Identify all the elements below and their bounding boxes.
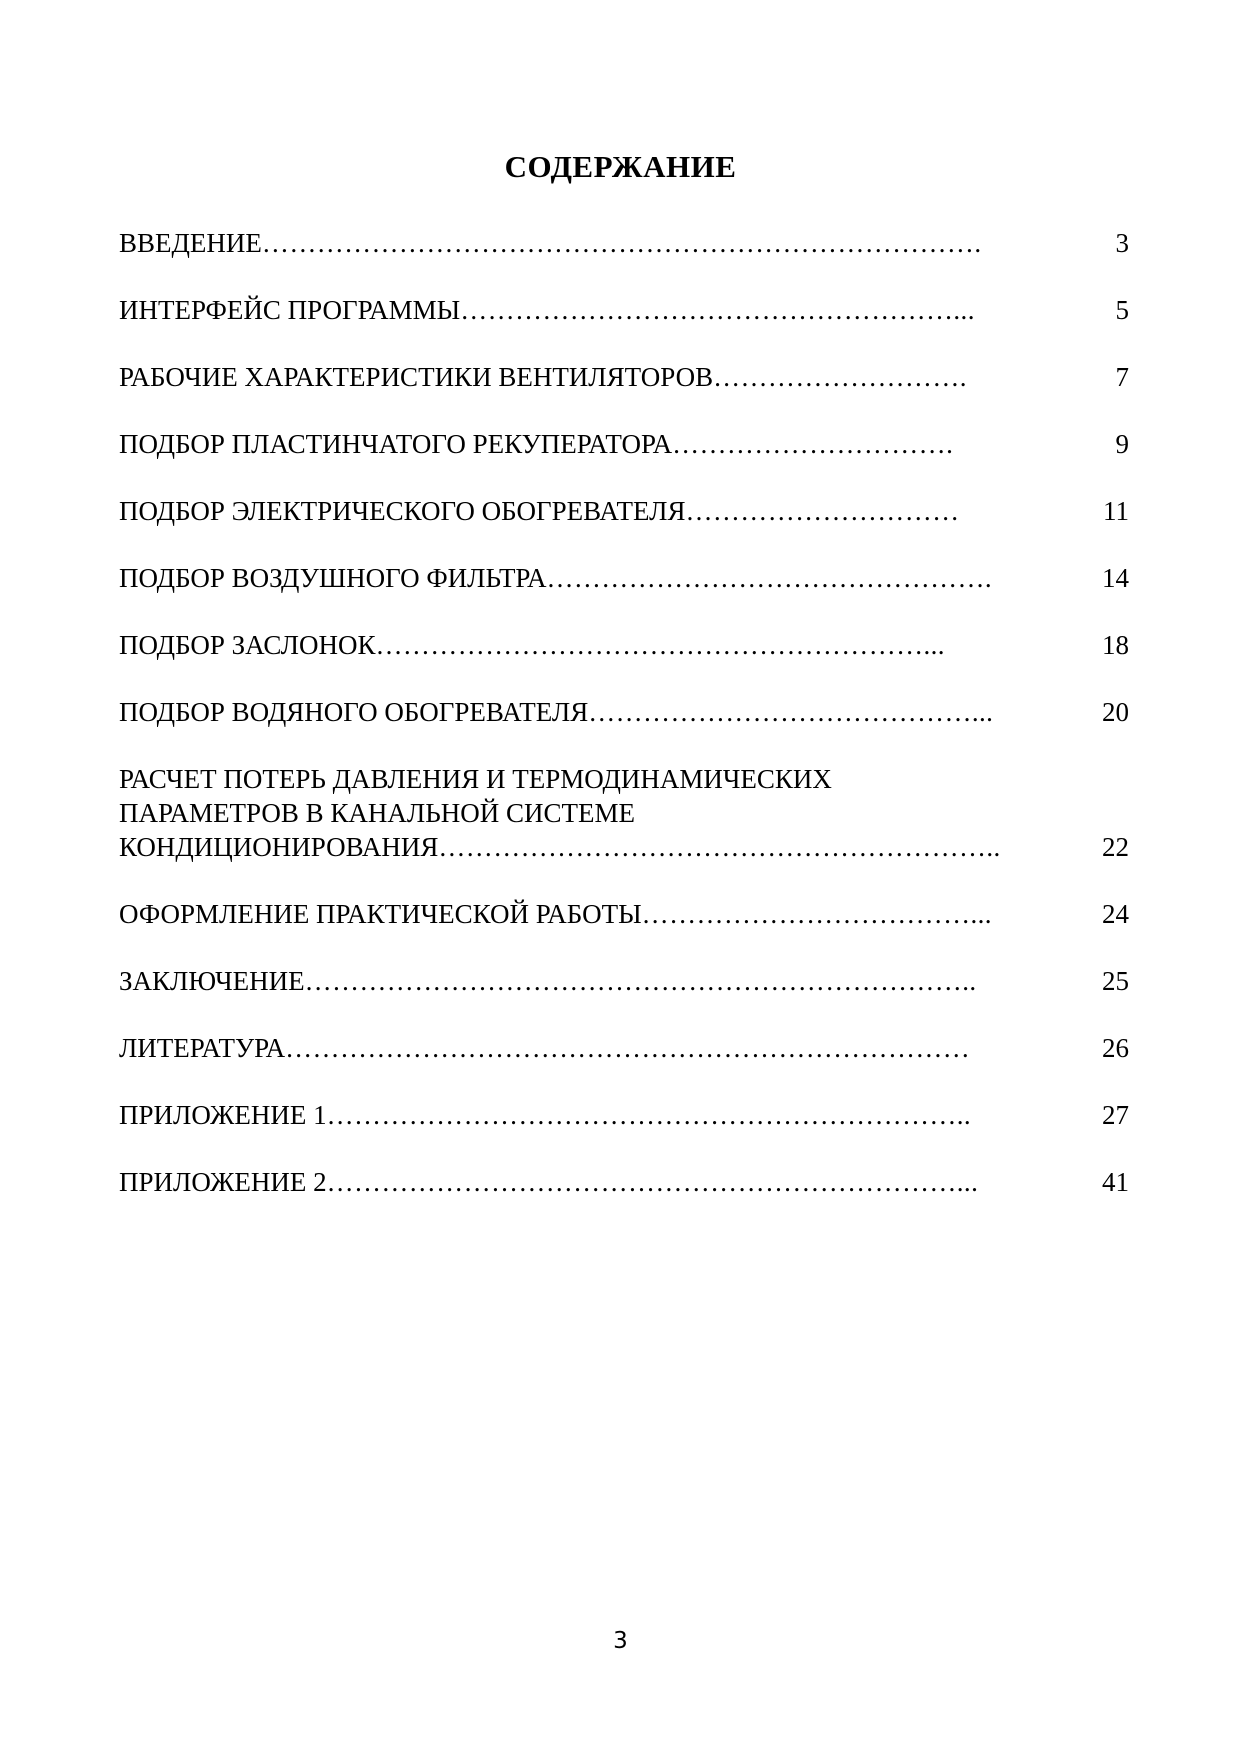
toc-entry-label: РАБОЧИЕ ХАРАКТЕРИСТИКИ ВЕНТИЛЯТОРОВ — [119, 362, 714, 392]
toc-entry-label: ЛИТЕРАТУРА — [119, 1033, 286, 1063]
toc-entry-label: ПОДБОР ВОЗДУШНОГО ФИЛЬТРА — [119, 563, 547, 593]
toc-entry-label-line-2: ПАРАМЕТРОВ В КАНАЛЬНОЙ СИСТЕМЕ — [119, 798, 635, 828]
toc-entry-conclusion[interactable] — [119, 964, 1129, 998]
toc-dot-leader: ………………………………... — [641, 899, 992, 929]
toc-dot-leader: ……………………………………………………... — [375, 630, 945, 660]
toc-entry-literature[interactable] — [119, 1031, 1129, 1065]
toc-entry-page: 24 — [1102, 899, 1129, 929]
toc-entry-page: 27 — [1102, 1100, 1129, 1130]
toc-entry-program-interface[interactable] — [119, 293, 1129, 327]
toc-entry-page: 26 — [1102, 1033, 1129, 1063]
toc-entry-dampers[interactable] — [119, 628, 1129, 662]
toc-entry-air-filter[interactable] — [119, 561, 1129, 595]
toc-entry-appendix-2[interactable] — [119, 1165, 1129, 1199]
toc-entry-label: ОФОРМЛЕНИЕ ПРАКТИЧЕСКОЙ РАБОТЫ — [119, 899, 642, 929]
toc-list — [119, 226, 1129, 1232]
toc-dot-leader: ………………………………………………………………… — [285, 1033, 971, 1063]
toc-dot-leader: …………………………………………………….. — [438, 832, 1001, 862]
toc-entry-page: 7 — [1115, 362, 1129, 392]
toc-entry-label: ПОДБОР ЗАСЛОНОК — [119, 630, 376, 660]
toc-entry-appendix-1[interactable] — [119, 1098, 1129, 1132]
toc-entry-page: 5 — [1115, 295, 1129, 325]
toc-entry-water-heater[interactable] — [119, 695, 1129, 729]
toc-entry-label: ПРИЛОЖЕНИЕ 1 — [119, 1100, 327, 1130]
toc-entry-label: ПОДБОР ПЛАСТИНЧАТОГО РЕКУПЕРАТОРА — [119, 429, 673, 459]
toc-entry-label: ИНТЕРФЕЙС ПРОГРАММЫ — [119, 295, 461, 325]
toc-dot-leader: ………………………. — [713, 362, 967, 392]
toc-dot-leader: ……………………………………………………………………. — [261, 228, 982, 258]
toc-entry-page: 9 — [1115, 429, 1129, 459]
toc-entry-electric-heater[interactable] — [119, 494, 1129, 528]
toc-dot-leader: ………………………………………………... — [460, 295, 975, 325]
toc-dot-leader: …………………………………………………………….. — [326, 1100, 972, 1130]
toc-dot-leader: ……………………………………………………………... — [326, 1167, 979, 1197]
toc-entry-label-line-1: РАСЧЕТ ПОТЕРЬ ДАВЛЕНИЯ И ТЕРМОДИНАМИЧЕСКИХ — [119, 764, 832, 794]
toc-dot-leader: …………………………. — [672, 429, 954, 459]
toc-entry-page: 41 — [1102, 1167, 1129, 1197]
toc-dot-leader: ……………………………………………………………….. — [304, 966, 977, 996]
toc-entry-label: ВВЕДЕНИЕ — [119, 228, 262, 258]
toc-dot-leader: ……………………………………... — [588, 697, 994, 727]
toc-entry-page: 22 — [1102, 832, 1129, 862]
toc-entry-fan-characteristics[interactable] — [119, 360, 1129, 394]
toc-entry-label: КОНДИЦИОНИРОВАНИЯ — [119, 832, 439, 862]
toc-entry-page: 3 — [1115, 228, 1129, 258]
toc-entry-page: 20 — [1102, 697, 1129, 727]
toc-entry-page: 25 — [1102, 966, 1129, 996]
toc-entry-label: ПРИЛОЖЕНИЕ 2 — [119, 1167, 327, 1197]
toc-dot-leader: ………………………… — [685, 496, 960, 526]
toc-entry-introduction[interactable] — [119, 226, 1129, 260]
toc-entry-label: ПОДБОР ВОДЯНОГО ОБОГРЕВАТЕЛЯ — [119, 697, 589, 727]
toc-entry-label: ПОДБОР ЭЛЕКТРИЧЕСКОГО ОБОГРЕВАТЕЛЯ — [119, 496, 686, 526]
toc-title: СОДЕРЖАНИЕ — [504, 149, 737, 184]
toc-entry-page: 14 — [1102, 563, 1129, 593]
toc-dot-leader: …………………………………………. — [546, 563, 993, 593]
toc-entry-pressure-loss-calculation[interactable] — [119, 762, 1129, 864]
toc-entry-page: 11 — [1103, 496, 1129, 526]
toc-entry-practical-work-formatting[interactable] — [119, 897, 1129, 931]
toc-entry-plate-recuperator[interactable] — [119, 427, 1129, 461]
toc-entry-label: ЗАКЛЮЧЕНИЕ — [119, 966, 305, 996]
page-number: 3 — [613, 1628, 628, 1654]
toc-entry-page: 18 — [1102, 630, 1129, 660]
